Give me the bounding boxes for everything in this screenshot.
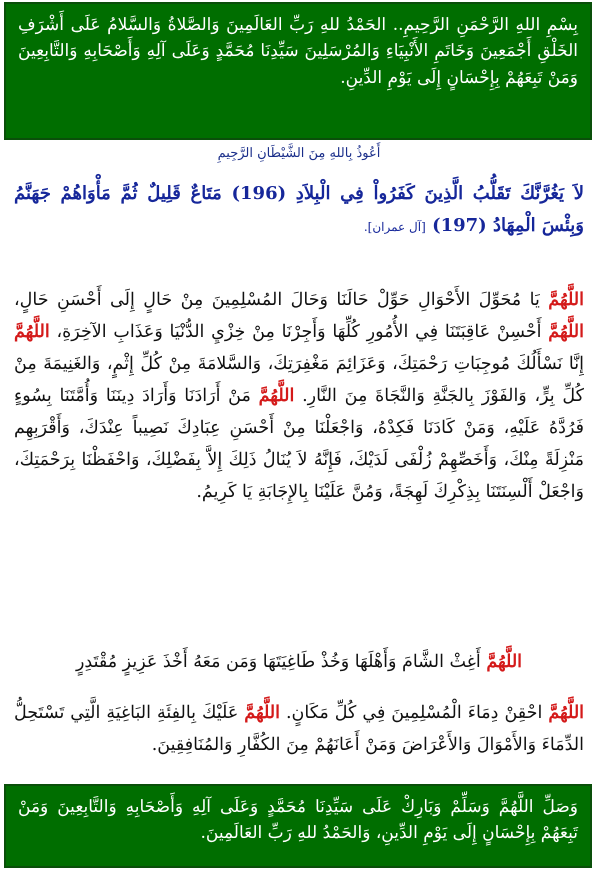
allahumma-label: اللَّهُمَّ [486, 652, 523, 672]
header-text: بِسْمِ اللهِ الرَّحْمَنِ الرَّحِيمِ.. الحَمْدُ للهِ رَبِّ العَالَمِينَ وَالصَّلاةُ وَالسَّلامُ عَلَى أَشْرَفِ الخَلْقِ أَجْمَعِينَ وَخَاتَمِ الأَنْبِيَاءِ وَالمُرْسَلِينَ سَيِّدِنَا مُحَمَّدٍ وَعَلَى آلِهِ وَأَصْحَابِهِ وَالتَّابِعِينَ وَمَنْ تَبِعَهُمْ بِإِحْسَانٍ إِلَى يَوْمِ الدِّينِ. [18, 15, 578, 88]
blood-supplication [14, 697, 584, 761]
allahumma-label: اللَّهُمَّ [14, 322, 50, 343]
surah-reference: [آل عمران]. [363, 219, 426, 234]
verse-text: لاَ يَغُرَّنَّكَ تَقَلُّبُ الَّذِينَ كَفَرُواْ فِي الْبِلاَدِ (196) مَتَاعٌ قَلِيلٌ ثُمَّ مَأْوَاهُمْ جَهَنَّمُ وَبِئْسَ الْمِهَادُ (197) [14, 183, 584, 236]
istiadha: أَعُوذُ بِاللهِ مِنَ الشَّيْطَانِ الرَّجِيمِ [217, 146, 381, 161]
supplication-text: أَغِثْ الشَّامَ وَأَهْلَهَا وَخُذْ طَاغِيَتَهَا وَمَن مَعَهُ أَخْذَ عَزِيزٍ مُقْتَدِرٍ [75, 652, 487, 672]
supplication-text: إِنَّا نَسْأَلُكَ مُوجِبَاتِ رَحْمَتِكَ، وَعَزَائِمَ مَغْفِرَتِكَ، وَالسَّلامَةَ مِنْ كُلِّ إِثْمٍ، وَالغَنِيمَةَ مِنْ كُلِّ بِرٍّ، وَالفَوْزَ بِالجَنَّةِ وَالنَّجَاةَ مِنَ النَّارِ. [14, 354, 584, 407]
footer-band [4, 784, 592, 868]
supplication-text: يَا مُحَوِّلَ الأَحْوَالِ حَوِّلْ حَالَنَا وَحَالَ المُسْلِمِينَ مِنْ حَالٍ إِلَى أَحْسَنِ حَالٍ، [14, 290, 549, 310]
quran-verse [14, 178, 584, 241]
header-band [4, 2, 592, 140]
allahumma-label: اللَّهُمَّ [258, 386, 295, 407]
allahumma-label: اللَّهُمَّ [244, 703, 280, 723]
allahumma-label: اللَّهُمَّ [548, 322, 584, 343]
main-supplication [14, 284, 584, 508]
allahumma-label: اللَّهُمَّ [548, 703, 585, 723]
sham-supplication [14, 646, 584, 678]
allahumma-label: اللَّهُمَّ [548, 290, 584, 310]
supplication-text: أَحْسِنْ عَاقِبَتَنَا فِي الأُمُورِ كُلِّهَا وَأَجِرْنَا مِنْ خِزْيِ الدُّنْيَا وَعَذَابِ الآخِرَةِ، [49, 322, 549, 343]
supplication-text: عَلَيْكَ بِالفِئَةِ البَاغِيَةِ الَّتِي تَسْتَحِلُّ الدِّمَاءَ وَالأَمْوَالَ وَالأَعْرَاضَ وَمَنْ أَعَانَهُمْ مِنَ الكُفَّارِ وَالمُنَافِقِينَ. [14, 703, 584, 756]
footer-text: وَصَلِّ اللَّهُمَّ وَسَلِّمْ وَبَارِكْ عَلَى سَيِّدِنَا مُحَمَّدٍ وَعَلَى آلِهِ وَأَصْحَابِهِ وَالتَّابِعِينَ وَمَنْ تَبِعَهُمْ بِإِحْسَانٍ إِلَى يَوْمِ الدِّينِ، وَالحَمْدُ للهِ رَبِّ العَالَمِينَ. [18, 797, 578, 844]
supplication-text: احْقِنْ دِمَاءَ الْمُسْلِمِينَ فِي كُلِّ مَكَانٍ. [280, 703, 549, 723]
supplication-text: مَنْ أَرَادَنَا وَأَرَادَ دِينَنَا وَأُمَّتَنَا بِسُوءٍ فَرُدَّهُ عَلَيْهِ، وَمَنْ كَادَنَا فَكِدْهُ، وَاجْعَلْنَا مِنْ أَحْسَنِ عِبَادِكَ نَصِيباً عِنْدَكَ، وَأَقْرَبِهِم مَنْزِلَةً مِنْكَ، وَأَخَصِّهِمْ زُلْفَى لَدَيْكَ، فَإِنَّهُ لاَ يُنَالُ ذَلِكَ إِلاَّ بِفَضْلِكَ، وَاحْفَظْنَا بِرَحْمَتِكَ، وَاجْعَلْ أَلْسِنَتَنَا بِذِكْرِكَ لَهِجَةً، وَمُنَّ عَلَيْنَا بِالإِجَابَةِ يَا كَرِيمُ. [14, 386, 584, 503]
